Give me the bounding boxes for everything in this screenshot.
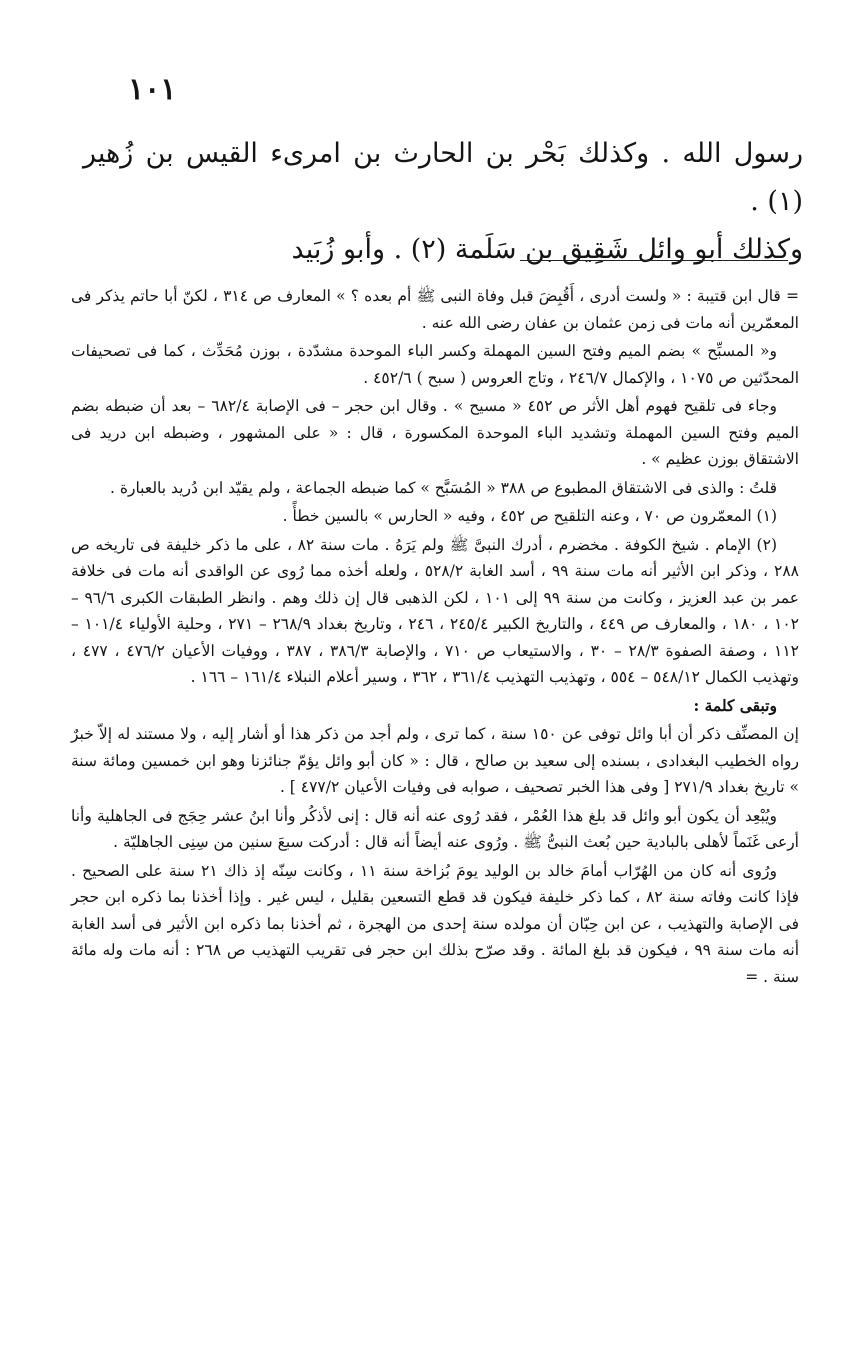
footnote-paragraph: وجاء فى تلقيح فهوم أهل الأثر ص ٤٥٢ « مسيح » . وقال ابن حجر – فى الإصابة ٦٨٢/٤ – بعد أن ضبطه بضم الميم وفتح السين المهملة وتشديد الباء الموحدة المكسورة ، قال : « على المشهور ، وضبطه ابن دريد فى الاشتقاق بوزن عظيم » . [71, 397, 799, 468]
page-number: ١٠١ [128, 72, 177, 107]
footnote-paragraph: ويُبْعِد أن يكون أبو وائل قد بلغ هذا العُمْر ، فقد رُوى عنه أنه قال : إنى لأذكُر وأنا ابنُ عشر حِجَج فى الجاهلية وأنا أرعى غَنَماً لأهلى بالبادية حين بُعث النبىُّ ﷺ . ورُوى عنه أيضاً أنه قال : أدركت سبعَ سنين من سِنِى الجاهليّة . [71, 806, 799, 851]
main-text-line: رسول الله . وكذلك بَحْر بن الحارث بن امرىء القيس بن زُهير (١) . [83, 138, 803, 217]
footnote-subheading: وتبقى كلمة : [693, 695, 777, 715]
footnote-2: (٢) الإمام . شيخ الكوفة . مخضرم ، أدرك النبىَّ ﷺ ولم يَرَهُ . مات سنة ٨٢ ، على ما ذكر خليفة فى تاريخه ص ٢٨٨ ، وذكر ابن الأثير أنه مات سنة ٩٩ ، أسد الغابة ٥٢٨/٢ ، ولعله أخذه مما رُوى عن الواقدى أنه مات فى خلافة عمر بن عبد العزيز ، وكانت من سنة ٩٩ إلى ١٠١ ، لكن الذهبى قال إن ذلك وهم . وانظر الطبقات الكبرى ٩٦/٦ – ١٠٢ ، ١٨٠ ، والمعارف ص ٤٤٩ ، والتاريخ الكبير ٢٤٥/٤ ، ٢٤٦ ، وتاريخ بغداد ٢٦٨/٩ – ٢٧١ ، وحلية الأولياء ١٠١/٤ – ١١٢ ، وصفة الصفوة ٢٨/٣ – ٣٠ ، والاستيعاب ص ٧١٠ ، والإصابة ٣٨٦/٣ ، ٣٨٧ ، ووفيات الأعيان ٤٧٦/٢ ، ٤٧٧ ، وتهذيب الكمال ٥٤٨/١٢ – ٥٥٤ ، وتهذيب التهذيب ٣٦١/٤ ، ٣٦٢ ، وسير أعلام النبلاء ١٦١/٤ – ١٦٦ . [71, 535, 800, 686]
footnote-paragraph: و« المسبِّح » بضم الميم وفتح السين المهملة وكسر الباء الموحدة مشدّدة ، بوزن مُحَدِّث ، كما فى تصحيفات المحدّثين ص ١٠٧٥ ، والإكمال ٢٤٦/٧ ، وتاج العروس ( سبح ) ٤٥٢/٦ . [71, 342, 799, 387]
footnotes [71, 283, 799, 992]
footnote-continuation: = قال ابن قتيبة : « ولست أدرى ، أَقُبِضَ قبل وفاة النبى ﷺ أم بعده ؟ » المعارف ص ٣١٤ ، لكنّ أبا حاتم يذكر فى المعمّرين أنه مات فى زمن عثمان بن عفان رضى الله عنه . [71, 287, 799, 332]
footnote-separator [520, 260, 788, 261]
footnote-paragraph: إن المصنِّف ذكر أن أبا وائل توفى عن ١٥٠ سنة ، كما ترى ، ولم أجد من ذكر هذا أو أشار إليه ، ولا مستند له إلاّ خبرٌ رواه الخطيب البغدادى ، بسنده إلى سعيد بن صالح ، قال : « كان أبو وائل يؤمّ جنائزنا وهو ابن خمسين ومائة سنة » تاريخ بغداد ٢٧١/٩ [ وفى هذا الخبر تصحيف ، صوابه فى وفيات الأعيان ٤٧٧/٢ ] . [71, 725, 799, 796]
main-text [83, 130, 803, 274]
footnote-paragraph: ورُوى أنه كان من الهُرّاب أمامَ خالد بن الوليد يومَ بُزاخة سنة ١١ ، وكانت سِنّه إذ ذاك ٢١ سنة على الصحيح . فإذا كانت وفاته سنة ٨٢ ، كما ذكر خليفة فيكون قد قطع التسعين بقليل ، ليس غير . وإذا أخذنا بما ذكره ابن حجر فى الإصابة والتهذيب ، عن ابن حِبّان أن مولده سنة إحدى من الهجرة ، ثم أخذنا بما ذكره ابن الأثير فى أسد الغابة أنه مات سنة ٩٩ ، فيكون قد بلغ المائة . وقد صرّح بذلك ابن حجر فى تقريب التهذيب ص ٢٦٨ : أنه مات وله مائة سنة . = [71, 861, 800, 986]
main-text-line: وكذلك أبو وائل شَقِيق بن سَلَمة (٢) . وأبو زُبَيد [291, 234, 803, 265]
footnote-paragraph: قلتُ : والذى فى الاشتقاق المطبوع ص ٣٨٨ « المُسَبَّح » كما ضبطه الجماعة ، ولم يقيّد ابن دُريد بالعبارة . [109, 478, 777, 497]
footnote-1: (١) المعمّرون ص ٧٠ ، وعنه التلقيح ص ٤٥٢ ، وفيه « الحارس » بالسين خطأً . [282, 507, 777, 525]
